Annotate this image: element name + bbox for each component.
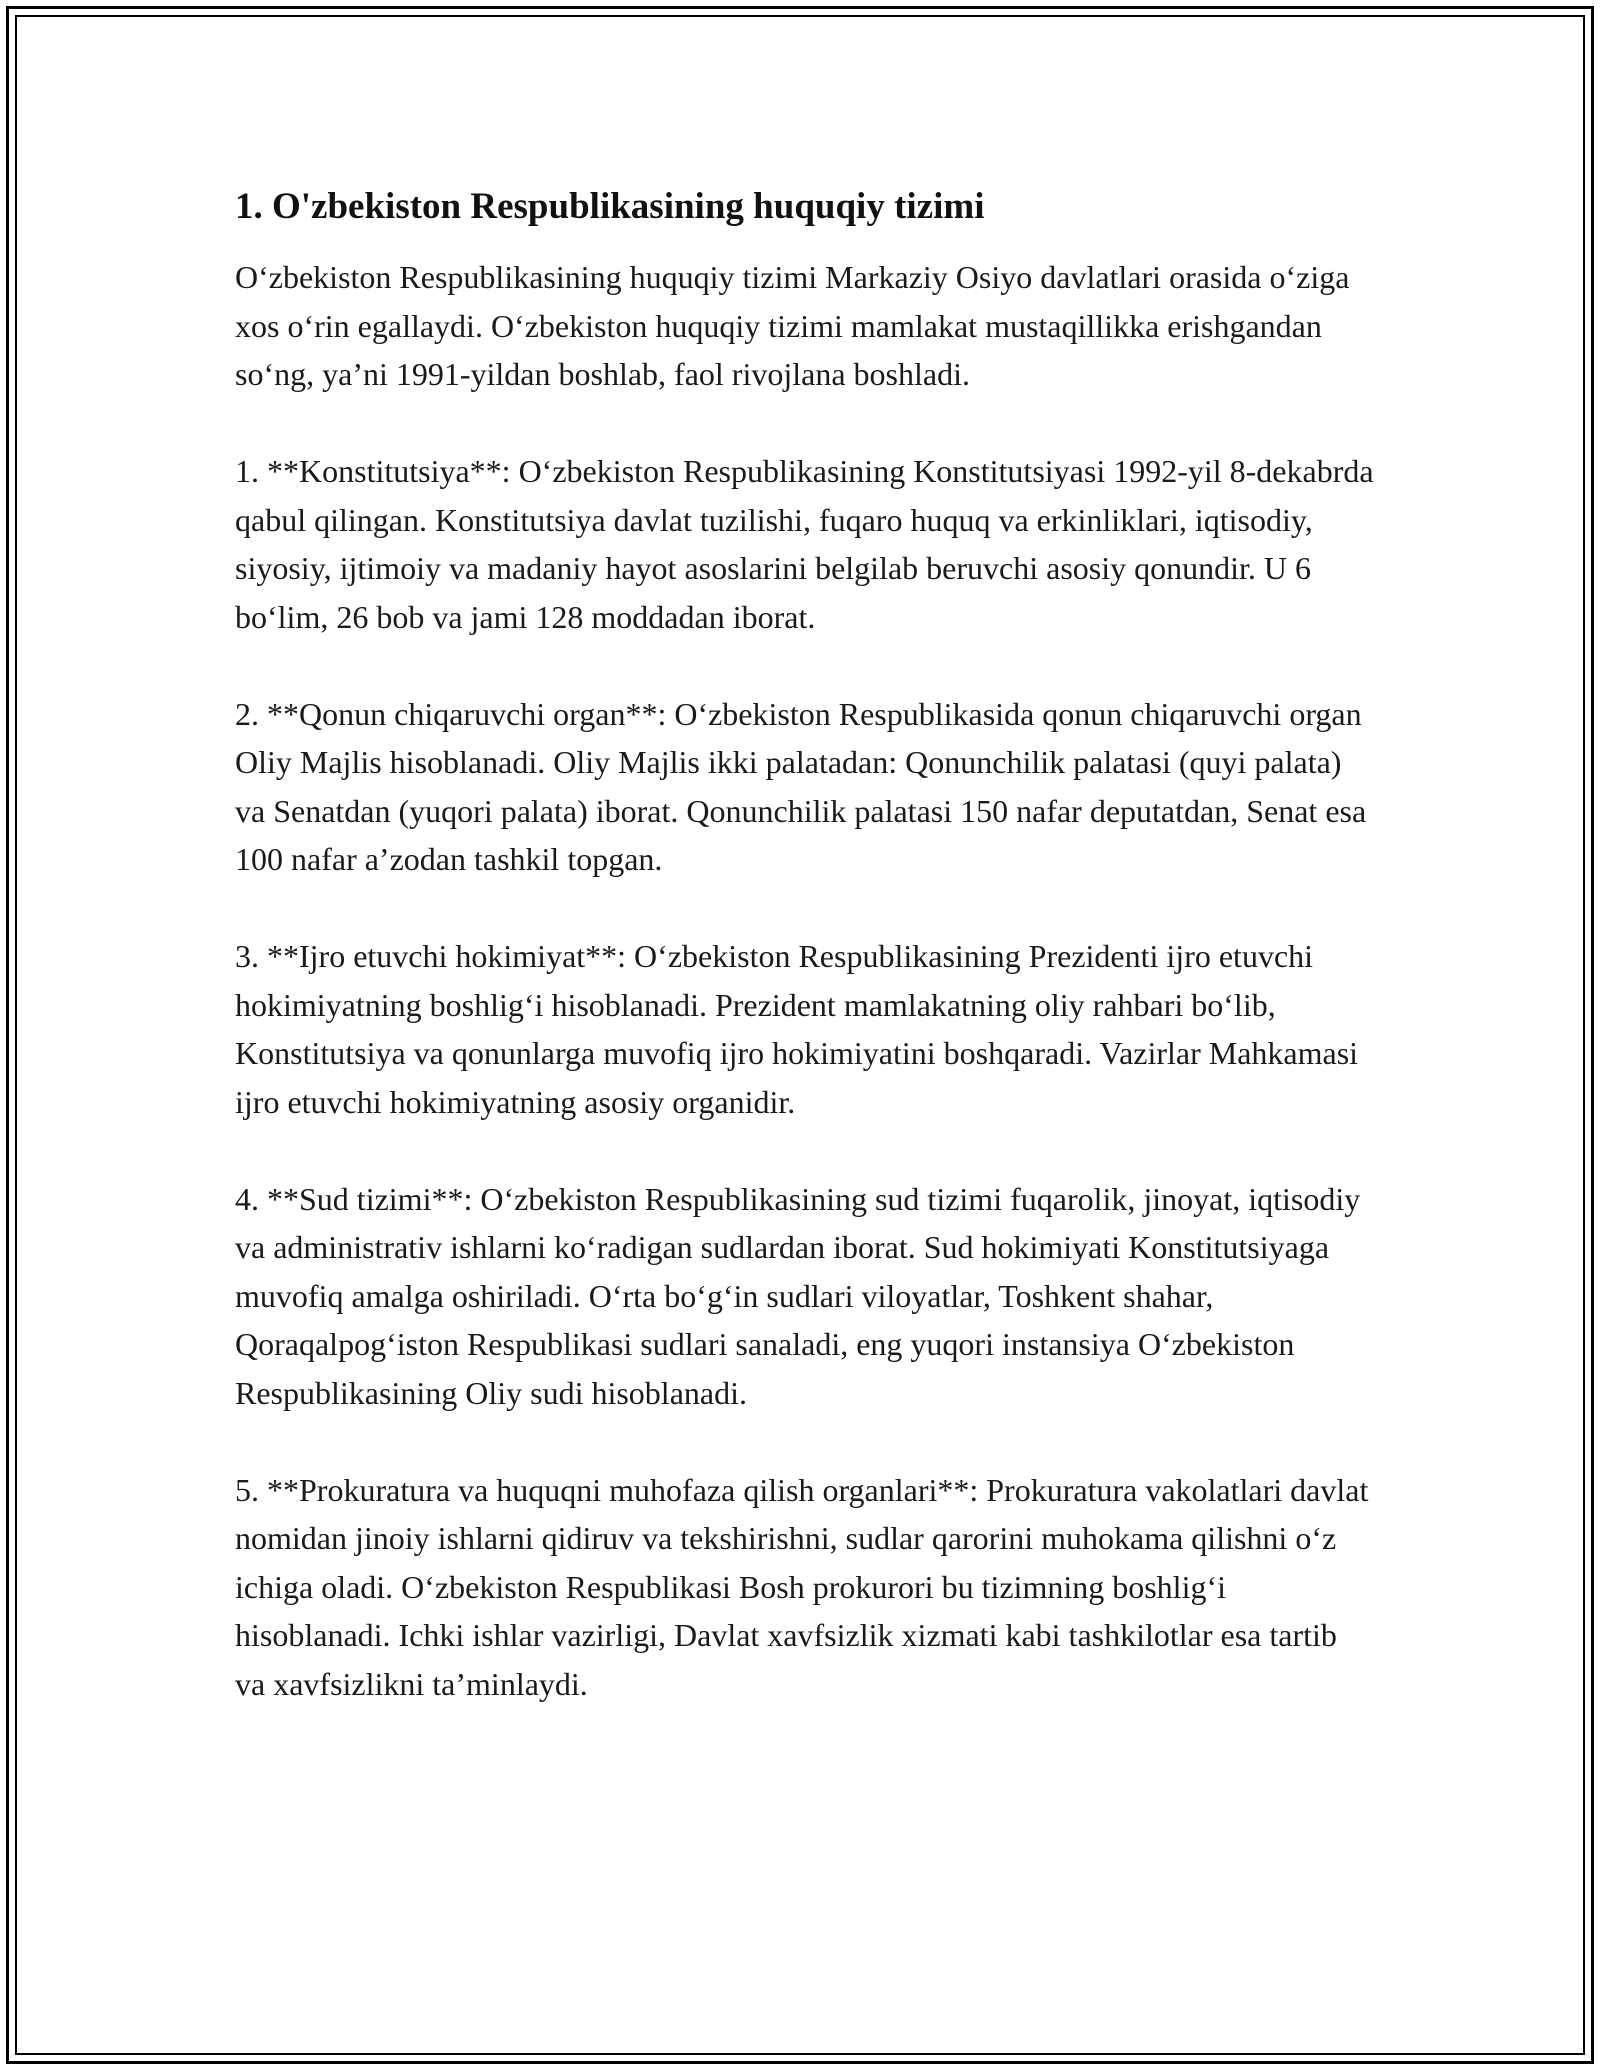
document-title: 1. O'zbekiston Respublikasining huquqiy tizimi — [235, 186, 985, 227]
paragraph-prokuratura: 5. **Prokuratura va huquqni muhofaza qilish organlari**: Prokuratura vakolatlari davlat nomidan jinoiy ishlarni qidiruv va tekshirishni, sudlar qarorini muhokama qilishni o‘z ichiga oladi. O‘zbekiston Respublikasi Bosh prokurori bu tizimning boshlig‘i hisoblanadi. Ichki ishlar vazirligi, Davlat xavfsizlik xizmati kabi tashkilotlar esa tartib va xavfsizlikni ta’minlaydi. — [235, 1471, 1369, 1702]
paragraph-intro: O‘zbekiston Respublikasining huquqiy tizimi Markaziy Osiyo davlatlari orasida o‘ziga xos o‘rin egallaydi. O‘zbekiston huquqiy tizimi mamlakat mustaqillikka erishgandan so‘ng, ya’ni 1991-yildan boshlab, faol rivojlana boshladi. — [235, 259, 1350, 392]
paragraph-ijro-etuvchi-hokimiyat: 3. **Ijro etuvchi hokimiyat**: O‘zbekiston Respublikasining Prezidenti ijro etuvchi hokimiyatning boshlig‘i hisoblanadi. Prezident mamlakatning oliy rahbari bo‘lib, Konstitutsiya va qonunlarga muvofiq ijro hokimiyatini boshqaradi. Vazirlar Mahkamasi ijro etuvchi hokimiyatning asosiy organidir. — [235, 938, 1359, 1120]
paragraph-konstitutsiya: 1. **Konstitutsiya**: O‘zbekiston Respublikasining Konstitutsiyasi 1992-yil 8-dekabrda qabul qilingan. Konstitutsiya davlat tuzilishi, fuqaro huquq va erkinliklari, iqtisodiy, siyosiy, ijtimoiy va madaniy hayot asoslarini belgilab beruvchi asosiy qonundir. U 6 bo‘lim, 26 bob va jami 128 moddadan iborat. — [235, 453, 1374, 635]
paragraph-sud-tizimi: 4. **Sud tizimi**: O‘zbekiston Respublikasining sud tizimi fuqarolik, jinoyat, iqtisodiy va administrativ ishlarni ko‘radigan sudlardan iborat. Sud hokimiyati Konstitutsiyaga muvofiq amalga oshiriladi. O‘rta bo‘g‘in sudlari viloyatlar, Toshkent shahar, Qoraqalpog‘iston Respublikasi sudlari sanaladi, eng yuqori instansiya O‘zbekiston Respublikasining Oliy sudi hisoblanadi. — [235, 1180, 1361, 1411]
paragraph-qonun-chiqaruvchi-organ: 2. **Qonun chiqaruvchi organ**: O‘zbekiston Respublikasida qonun chiqaruvchi organ Oliy Majlis hisoblanadi. Oliy Majlis ikki palatadan: Qonunchilik palatasi (quyi palata) va Senatdan (yuqori palata) iborat. Qonunchilik palatasi 150 nafar deputatdan, Senat esa 100 nafar a’zodan tashkil topgan. — [235, 695, 1367, 877]
document-body — [235, 183, 1375, 1757]
